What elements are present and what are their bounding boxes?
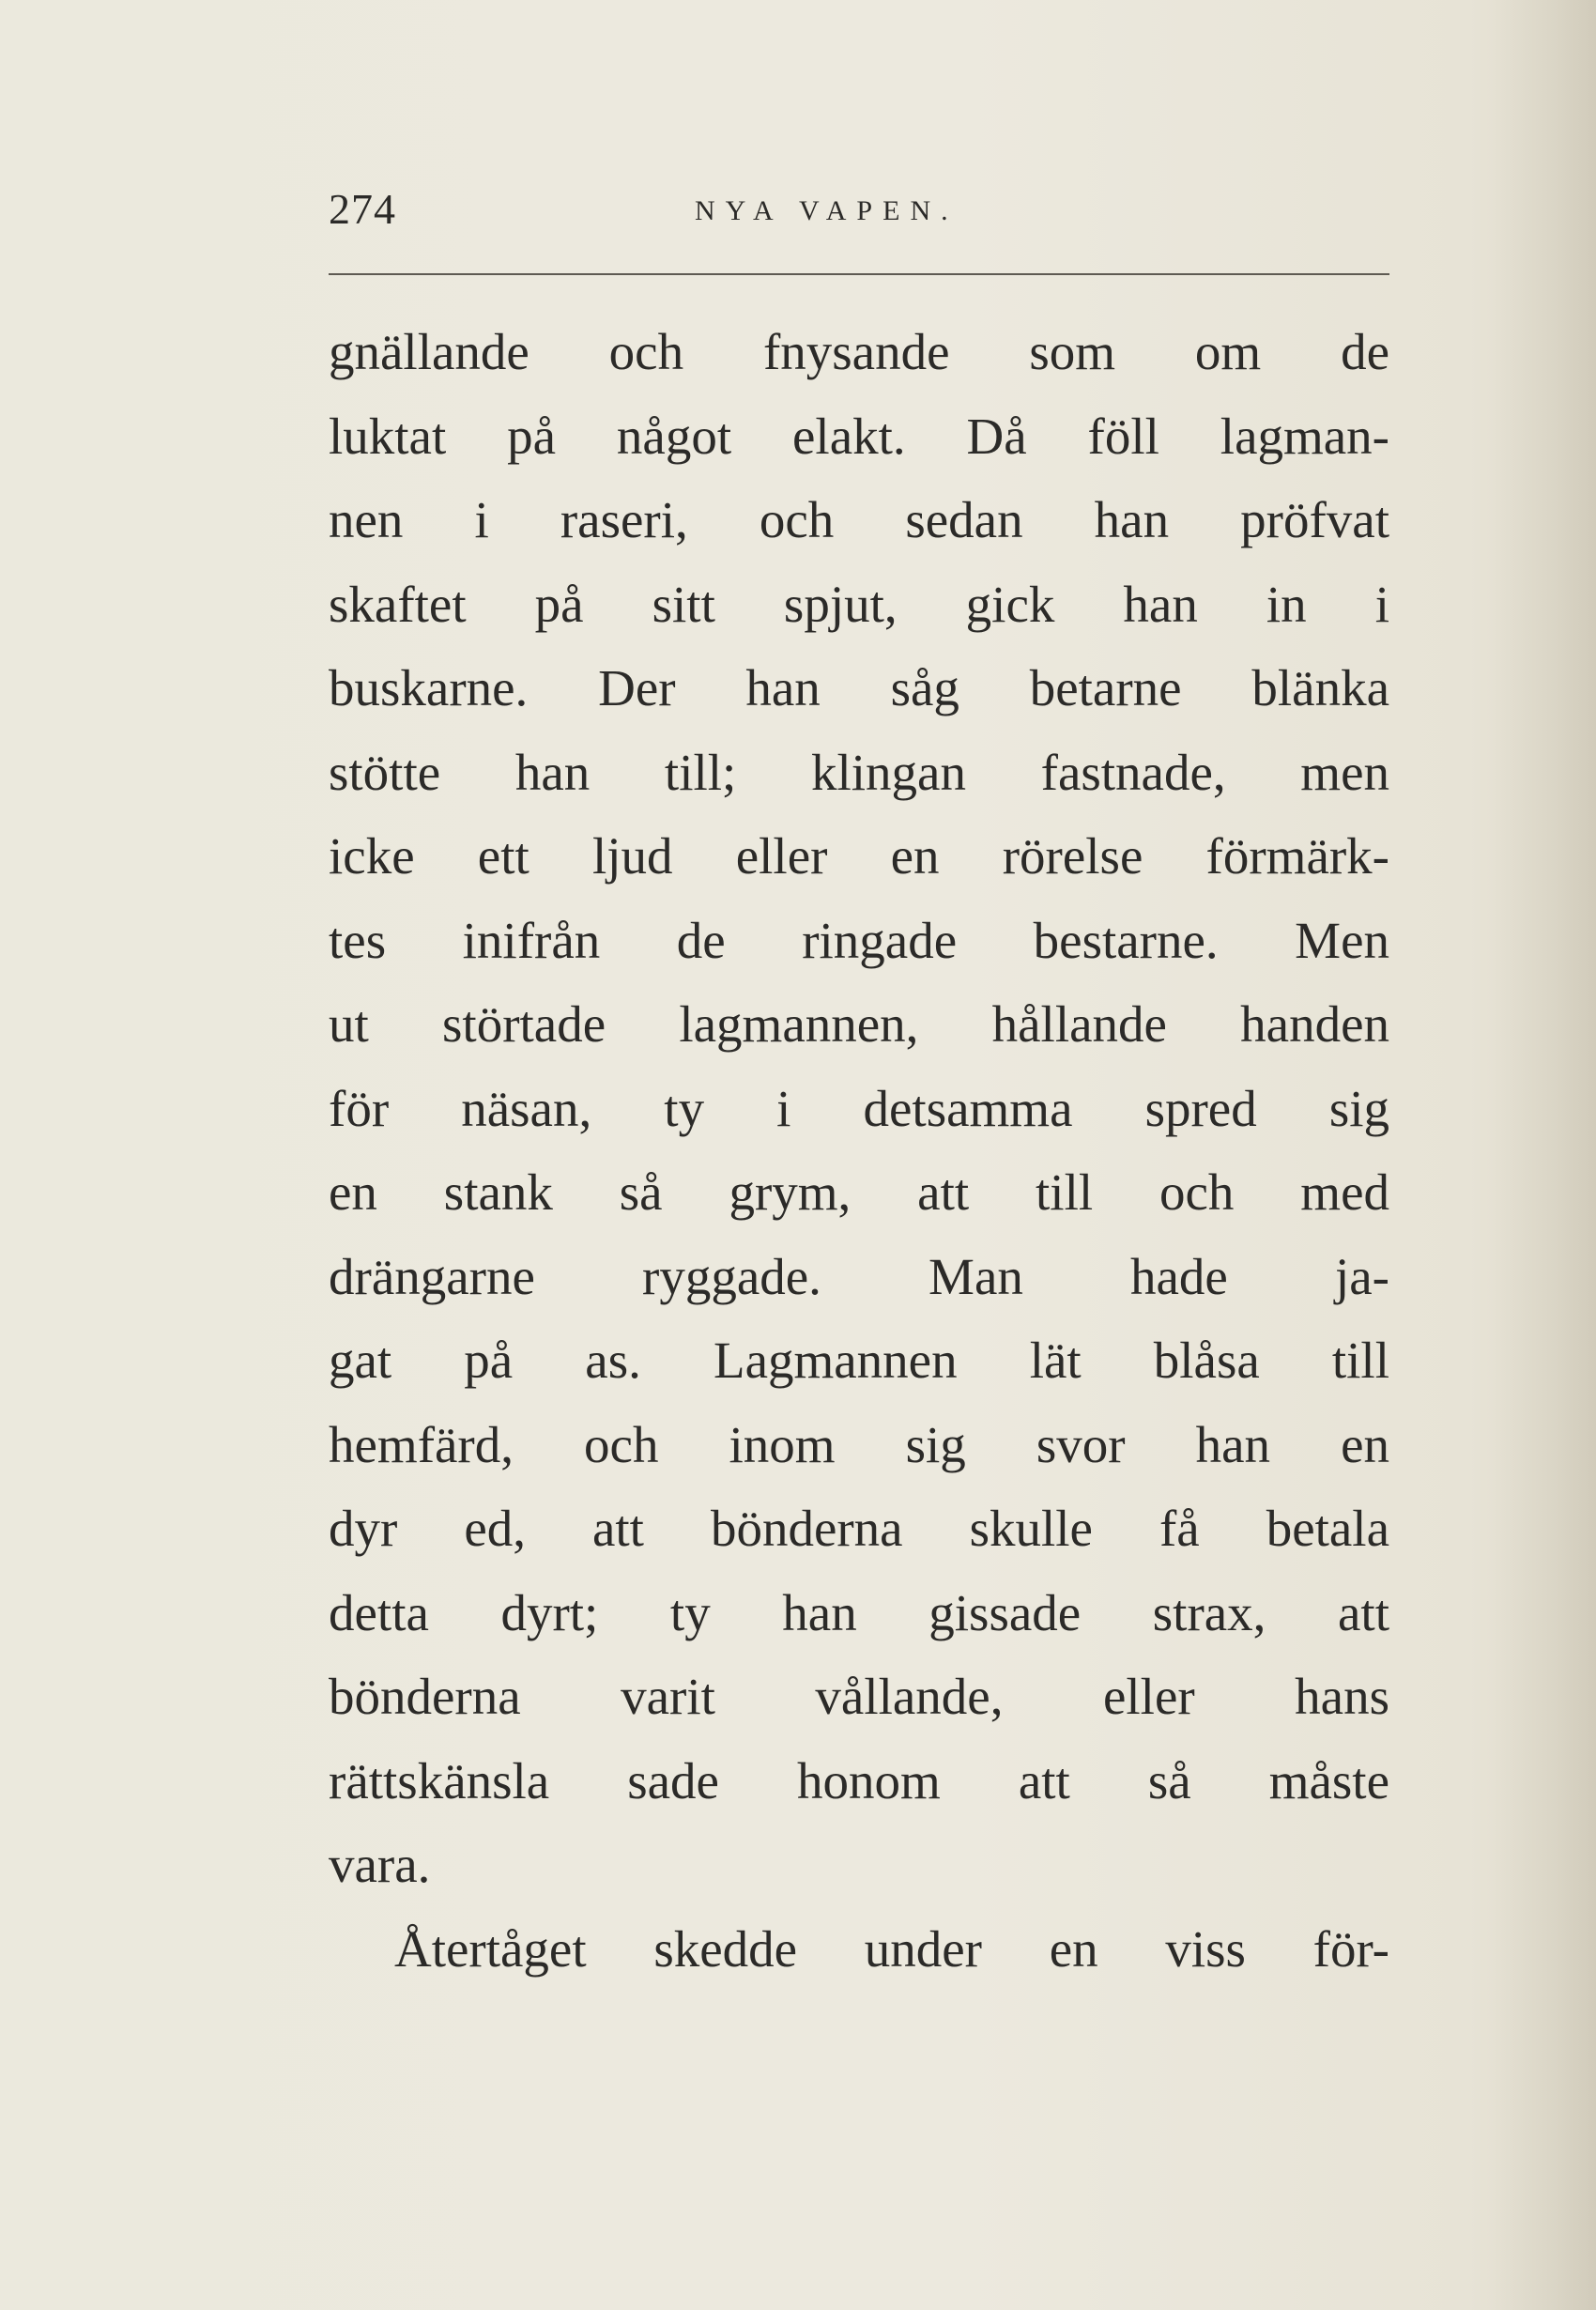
text-line: dyr ed, att bönderna skulle få betala [329, 1500, 1389, 1557]
text-line: stötte han till; klingan fastnade, men [329, 743, 1389, 801]
text-line: detta dyrt; ty han gissade strax, att [329, 1583, 1389, 1641]
text-line: rättskänsla sade honom att så måste [329, 1751, 1389, 1810]
text-line: icke ett ljud eller en rörelse förmärk- [329, 827, 1389, 885]
text-line: luktat på något elakt. Då föll lagman- [329, 407, 1389, 465]
page-edge-shadow [1493, 0, 1596, 2310]
text-line: bönderna varit vållande, eller hans [329, 1668, 1389, 1725]
text-line: för näsan, ty i detsamma spred sig [329, 1079, 1389, 1137]
running-title: NYA VAPEN. [695, 195, 959, 226]
text-line: hemfärd, och inom sig svor han en [329, 1415, 1389, 1473]
paragraph-start-line: Återtåget skedde under en viss för- [394, 1919, 1389, 1978]
page-number: 274 [329, 185, 396, 233]
text-line: gnällande och fnysande som om de [329, 323, 1389, 380]
body-text [329, 310, 1389, 1991]
text-line: en stank så grym, att till och med [329, 1163, 1389, 1221]
text-line: skaftet på sitt spjut, gick han in i [329, 575, 1389, 633]
text-line: ut störtade lagmannen, hållande handen [329, 995, 1389, 1053]
text-line: tes inifrån de ringade bestarne. Men [329, 911, 1389, 969]
header-rule [329, 273, 1389, 275]
text-line: nen i raseri, och sedan han pröfvat [329, 491, 1389, 548]
text-line: drängarne ryggade. Man hade ja- [329, 1247, 1389, 1305]
page-header [329, 184, 1389, 240]
text-line: gat på as. Lagmannen lät blåsa till [329, 1332, 1389, 1389]
text-line: buskarne. Der han såg betarne blänka [329, 659, 1389, 716]
paragraph-end-line: vara. [329, 1836, 431, 1893]
